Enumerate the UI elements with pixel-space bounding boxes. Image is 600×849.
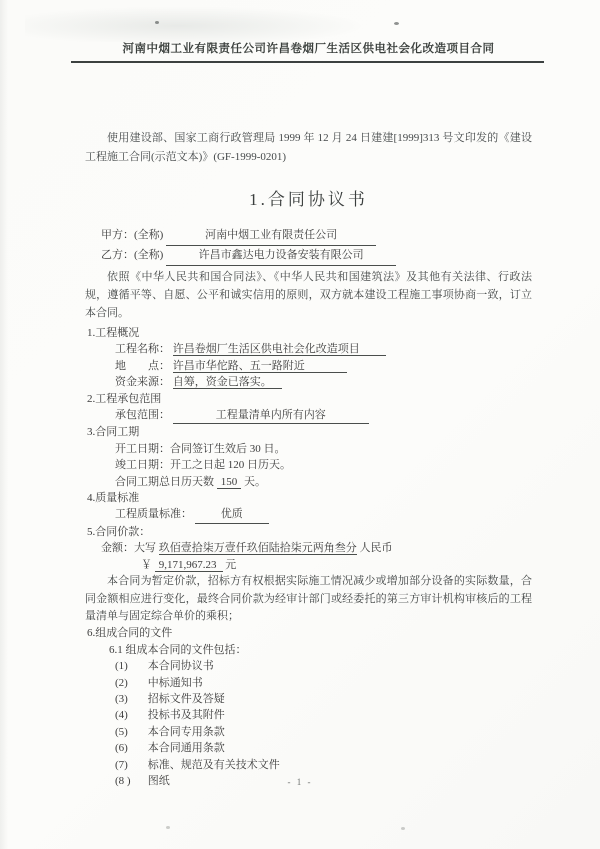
- contract-documents-list: [85, 658, 532, 789]
- field-contract-scope-value: 工程量清单内所有内容: [173, 407, 369, 424]
- parties-block: [85, 226, 532, 266]
- party-a-label: 甲方：(全称): [101, 229, 164, 241]
- field-contract-scope: [85, 407, 532, 424]
- list-item: [85, 675, 532, 691]
- field-funding-source-value: 自筹，资金已落实。: [173, 376, 282, 389]
- field-project-name-value: 许昌卷烟厂生活区供电社会化改造项目: [173, 343, 386, 356]
- list-item-number: (6): [115, 742, 128, 755]
- completion-date-line: 竣工日期：开工之日起 120 日历天。: [115, 459, 291, 472]
- preamble-paragraph: 依照《中华人民共和国合同法》、《中华人民共和国建筑法》及其他有关法律、行政法规，遵循平等、自愿、公平和诚实信用的原则，双方就本建设工程施工事项协商一致，订立本合同。: [85, 271, 532, 319]
- field-project-name: [85, 341, 532, 357]
- section-5-heading: 5.合同价款：: [87, 525, 151, 538]
- list-item: [85, 707, 532, 723]
- list-item-text: 本合同通用条款: [147, 742, 225, 755]
- list-item-number: (7): [115, 758, 128, 771]
- intro-paragraph: 使用建设部、国家工商行政管理局 1999 年 12 月 24 日建建[1999]313 号文印发的《建设工程施工合同(示范文本)》(GF-1999-0201): [85, 132, 532, 163]
- field-quality-standard-value: 优质: [195, 506, 269, 523]
- party-b-name: 许昌市鑫达电力设备安装有限公司: [166, 246, 396, 266]
- duration-line: [85, 474, 532, 490]
- section-6-subheading: 6.1 组成本合同的文件包括：: [109, 643, 247, 656]
- amount-words-suffix: 人民币: [359, 542, 393, 555]
- list-item-number: (2): [115, 676, 128, 689]
- list-item-text: 中标通知书: [147, 676, 203, 689]
- duration-prefix: 合同工期总日历天数: [115, 475, 217, 488]
- party-b-row: [101, 246, 532, 266]
- list-item-text: 图纸: [147, 774, 170, 787]
- field-location: [85, 358, 532, 374]
- duration-days: 150: [217, 476, 242, 489]
- list-item-number: (8 ): [115, 774, 131, 787]
- field-quality-standard-label: 工程质量标准：: [115, 508, 192, 521]
- currency-symbol: ￥: [141, 558, 155, 571]
- field-quality-standard: [85, 506, 532, 523]
- list-item: [85, 691, 532, 707]
- field-funding-source: [85, 374, 532, 390]
- field-project-name-label: 工程名称：: [115, 343, 170, 356]
- amount-words-value: 玖佰壹拾柒万壹仟玖佰陆拾柒元两角叁分: [158, 542, 357, 555]
- price-note-paragraph: 本合同为暂定价款，招标方有权根据实际施工情况减少或增加部分设备的实际数量，合同金额相应进行变化，最终合同价款为经审计部门或经委托的第三方审计机构审核后的工程量清单与固定综合单价的乘积；: [85, 575, 532, 622]
- amount-words-label: 金额：大写: [101, 542, 156, 555]
- list-item-text: 本合同协议书: [147, 660, 214, 673]
- list-item: [85, 757, 532, 773]
- section-2-heading: 2.工程承包范围: [87, 392, 162, 405]
- sections-block: [85, 325, 532, 789]
- document-header-title: 河南中烟工业有限责任公司许昌卷烟厂生活区供电社会化改造项目合同: [122, 43, 495, 55]
- section-1-heading: 1.工程概况: [87, 327, 140, 339]
- start-date-line: 开工日期：合同签订生效后 30 日。: [115, 442, 286, 455]
- party-b-label: 乙方：(全称): [101, 249, 164, 261]
- list-item-text: 标准、规范及有关技术文件: [147, 758, 280, 771]
- header-rule: [71, 61, 544, 63]
- field-location-value: 许昌市华佗路、五一路附近: [173, 360, 347, 373]
- amount-digits-value: 9,171,967.23: [155, 559, 223, 572]
- section-3-heading: 3.合同工期: [87, 426, 140, 439]
- list-item-number: (1): [115, 660, 128, 673]
- list-item-text: 投标书及其附件: [147, 709, 225, 722]
- list-item-text: 招标文件及答疑: [147, 692, 225, 705]
- party-a-name: 河南中烟工业有限责任公司: [166, 226, 376, 246]
- page-number: - 1 -: [287, 777, 313, 787]
- amount-digits-line: [85, 557, 532, 573]
- field-contract-scope-label: 承包范围：: [115, 409, 170, 422]
- list-item-number: (5): [115, 725, 128, 738]
- list-item-text: 本合同专用条款: [147, 725, 225, 738]
- amount-words-line: [85, 540, 532, 556]
- field-location-label: 地 点：: [115, 359, 170, 372]
- list-item-number: (4): [115, 709, 128, 722]
- list-item-number: (3): [115, 692, 128, 705]
- agreement-title: 1.合同协议书: [249, 190, 368, 209]
- list-item: [85, 724, 532, 740]
- party-a-row: [101, 226, 532, 246]
- amount-unit: 元: [225, 558, 237, 571]
- list-item: [85, 658, 532, 674]
- list-item: [85, 740, 532, 756]
- field-funding-source-label: 资金来源：: [115, 376, 170, 389]
- section-6-heading: 6.组成合同的文件: [87, 627, 173, 640]
- duration-suffix: 天。: [244, 475, 266, 488]
- section-4-heading: 4.质量标准: [87, 492, 140, 505]
